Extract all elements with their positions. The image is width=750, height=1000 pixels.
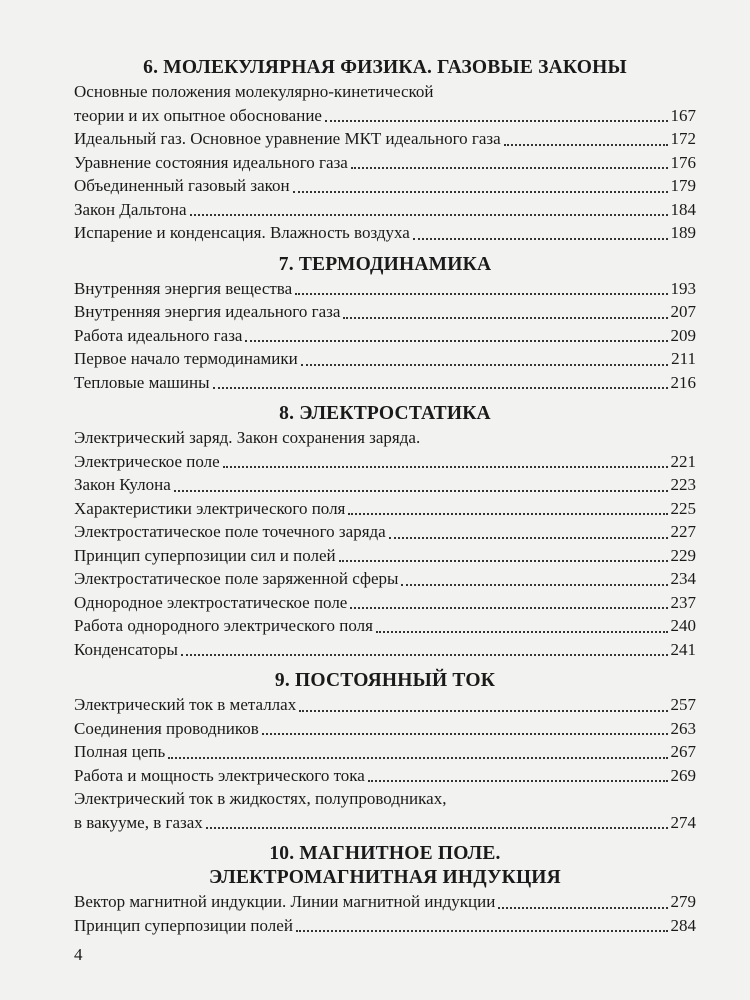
toc-entry-page: 216 [670, 372, 696, 392]
toc-entry-page: 237 [670, 592, 696, 612]
toc-entry-label: Электрический ток в металлах [74, 695, 297, 714]
toc-entry-label: Внутренняя энергия вещества [74, 278, 293, 298]
dot-leader [325, 119, 668, 122]
toc-entry-label: Электрическое поле [74, 451, 220, 471]
toc-entry-page: 167 [670, 105, 696, 125]
dot-leader [504, 143, 668, 146]
toc-entry-label: Тепловые машины [74, 372, 210, 392]
section-title: 10. МАГНИТНОЕ ПОЛЕ. [269, 843, 501, 864]
toc-entry-label: Закон Дальтона [74, 199, 187, 219]
toc-section [74, 669, 696, 834]
dot-leader [295, 292, 667, 295]
toc-entry-page: 279 [670, 892, 696, 911]
toc-entry [74, 277, 696, 301]
toc-entry-page: 257 [670, 695, 696, 714]
dot-leader [368, 779, 668, 782]
toc-entry-label: Однородное электростатическое поле [74, 592, 348, 612]
dot-leader [376, 630, 668, 633]
page-number: 4 [74, 945, 83, 964]
section-title: ЭЛЕКТРОМАГНИТНАЯ ИНДУКЦИЯ [209, 867, 561, 888]
toc-entry [74, 198, 696, 222]
toc-entry-label: в вакууме, в газах [74, 812, 203, 832]
toc-entry-page: 189 [670, 223, 696, 242]
toc-entry-label: Работа и мощность электрического тока [74, 765, 365, 785]
toc-entry [74, 347, 696, 371]
toc-section [74, 842, 696, 937]
toc-entry-label: Принцип суперпозиции сил и полей [74, 545, 336, 565]
toc-entry-page: 209 [670, 325, 696, 345]
toc-entry [74, 693, 696, 717]
toc-entry-page: 274 [670, 812, 696, 832]
toc-entry [74, 450, 696, 474]
dot-leader [343, 316, 667, 319]
dot-leader [350, 606, 667, 609]
toc-entry-label: Полная цепь [74, 742, 166, 761]
dot-leader [498, 906, 667, 909]
dot-leader [301, 363, 668, 366]
toc-entry-label: Характеристики электрического поля [74, 498, 346, 518]
toc-section [74, 56, 696, 245]
dot-leader [262, 732, 668, 735]
dot-leader [245, 339, 667, 342]
dot-leader [190, 213, 668, 216]
toc-entry-label: Принцип суперпозиции полей [74, 915, 293, 935]
toc-entry [74, 520, 696, 544]
toc-entry [74, 591, 696, 615]
toc-entry [74, 764, 696, 788]
toc-entry-label: Конденсаторы [74, 639, 178, 659]
toc-entry-page: 241 [670, 639, 696, 659]
dot-leader [351, 166, 668, 169]
toc-entry-label: Работа однородного электрического поля [74, 616, 373, 635]
toc-section [74, 402, 696, 661]
toc-entry-page: 227 [670, 522, 696, 541]
toc-entry [74, 914, 696, 938]
toc-entry [74, 811, 696, 835]
section-title: 7. ТЕРМОДИНАМИКА [278, 253, 492, 275]
toc-entry [74, 567, 696, 591]
toc-entry [74, 371, 696, 395]
toc-entry-label: теории и их опытное обоснование [74, 105, 322, 125]
section-title: 9. ПОСТОЯННЫЙ ТОК [274, 670, 496, 691]
toc-entry-page: 284 [670, 915, 696, 935]
toc-entry [74, 638, 696, 662]
toc-entry-label: Испарение и конденсация. Влажность воздуха [74, 223, 410, 242]
toc-entry-label: Электростатическое поле заряженной сферы [74, 569, 399, 588]
dot-leader [223, 465, 668, 468]
toc-entry-label: Вектор магнитной индукции. Линии магнитной индукции [74, 892, 496, 911]
toc-entry [74, 151, 696, 175]
dot-leader [401, 583, 667, 586]
dot-leader [389, 536, 668, 539]
toc-entry-page: 221 [670, 451, 696, 471]
toc-entry-page: 193 [670, 278, 696, 298]
toc-entry-label: Внутренняя энергия идеального газа [74, 302, 341, 321]
dot-leader [174, 489, 668, 492]
toc-entry-page: 172 [670, 129, 696, 148]
table-of-contents [74, 56, 696, 945]
toc-entry-label: Идеальный газ. Основное уравнение МКТ идеального газа [74, 129, 501, 148]
dot-leader [413, 237, 668, 240]
toc-entry [74, 740, 696, 764]
toc-entry [74, 324, 696, 348]
toc-entry [74, 497, 696, 521]
toc-entry [74, 890, 696, 914]
toc-entry-label: Уравнение состояния идеального газа [74, 152, 348, 172]
dot-leader [299, 709, 667, 712]
dot-leader [296, 929, 668, 932]
toc-entry [74, 221, 696, 245]
toc-entry-page: 269 [670, 765, 696, 785]
toc-entry-label: Электростатическое поле точечного заряда [74, 522, 386, 541]
toc-entry-text: Электрический ток в жидкостях, полупроводниках, [74, 789, 447, 808]
toc-entry [74, 614, 696, 638]
toc-entry [74, 717, 696, 741]
toc-entry-label: Первое начало термодинамики [74, 349, 298, 368]
dot-leader [339, 559, 668, 562]
toc-entry [74, 104, 696, 128]
toc-entry-page: 229 [670, 545, 696, 565]
toc-entry-page: 240 [670, 616, 696, 635]
toc-entry-page: 267 [670, 742, 696, 761]
toc-entry-page: 184 [670, 199, 696, 219]
dot-leader [181, 653, 668, 656]
toc-section [74, 253, 696, 395]
toc-entry [74, 544, 696, 568]
dot-leader [348, 512, 667, 515]
toc-entry [74, 473, 696, 497]
dot-leader [293, 190, 668, 193]
toc-entry-label: Работа идеального газа [74, 325, 243, 345]
toc-entry [74, 300, 696, 324]
toc-entry-page: 179 [670, 176, 696, 195]
toc-entry-text: Электрический заряд. Закон сохранения заряда. [74, 428, 421, 447]
toc-entry-page: 211 [671, 349, 696, 368]
toc-entry-label: Соединения проводников [74, 718, 259, 738]
section-title: 8. ЭЛЕКТРОСТАТИКА [279, 403, 491, 424]
toc-entry-label: Закон Кулона [74, 475, 171, 494]
section-title: 6. МОЛЕКУЛЯРНАЯ ФИЗИКА. ГАЗОВЫЕ ЗАКОНЫ [143, 57, 627, 78]
dot-leader [213, 386, 668, 389]
toc-entry-page: 234 [670, 569, 696, 588]
toc-entry-page: 225 [670, 498, 696, 518]
toc-entry-page: 223 [670, 475, 696, 494]
dot-leader [168, 756, 667, 759]
dot-leader [206, 826, 668, 829]
toc-entry [74, 127, 696, 151]
toc-entry-text: Основные положения молекулярно-кинетической [74, 82, 434, 101]
toc-entry-page: 207 [670, 302, 696, 321]
toc-entry [74, 174, 696, 198]
toc-entry-label: Объединенный газовый закон [74, 176, 290, 195]
toc-entry-page: 263 [670, 718, 696, 738]
toc-entry-page: 176 [670, 152, 696, 172]
